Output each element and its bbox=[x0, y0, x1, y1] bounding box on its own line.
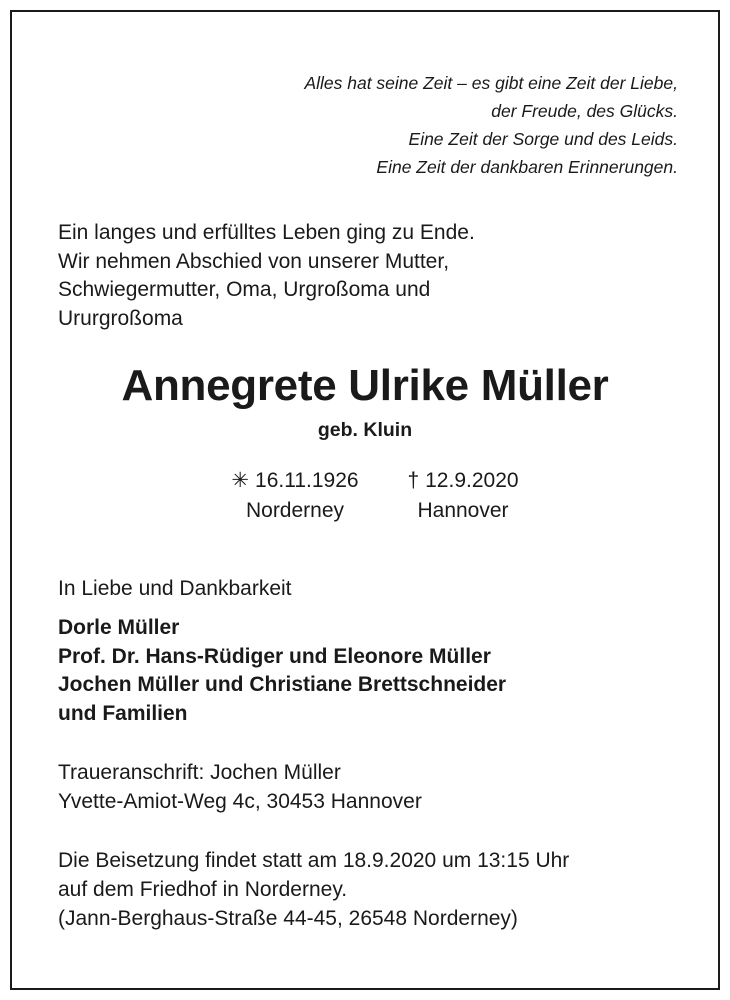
address-line: Traueranschrift: Jochen Müller bbox=[58, 761, 341, 784]
death-place: Hannover bbox=[417, 499, 509, 522]
mourner-name: Jochen Müller und Christiane Brettschneider bbox=[58, 673, 507, 696]
birth-date: 16.11.1926 bbox=[255, 469, 359, 492]
mourner-name: Prof. Dr. Hans-Rüdiger und Eleonore Müller bbox=[58, 644, 491, 668]
poem-line: Eine Zeit der dankbaren Erinnerungen. bbox=[376, 157, 678, 177]
death-date: 12.9.2020 bbox=[425, 469, 519, 492]
birth-star-icon: ✳ bbox=[231, 469, 250, 492]
death-cross-icon: † bbox=[407, 469, 420, 492]
intro-line: Ururgroßoma bbox=[58, 306, 183, 330]
birth-name: geb. Kluin bbox=[317, 419, 413, 441]
death-info bbox=[373, 466, 553, 526]
deceased-name: Annegrete Ulrike Müller bbox=[121, 361, 609, 410]
poem-block bbox=[304, 69, 678, 181]
funeral-line: auf dem Friedhof in Norderney. bbox=[58, 878, 348, 901]
poem-line: Eine Zeit der Sorge und des Leids. bbox=[408, 129, 678, 149]
address-line: Yvette-Amiot-Weg 4c, 30453 Hannover bbox=[58, 790, 422, 813]
poem-line: der Freude, des Glücks. bbox=[491, 101, 678, 121]
birth-info bbox=[205, 466, 385, 526]
funeral-info bbox=[58, 846, 569, 933]
mourners-heading: In Liebe und Dankbarkeit bbox=[58, 577, 292, 600]
intro-line: Schwiegermutter, Oma, Urgroßoma und bbox=[58, 278, 431, 301]
intro-text bbox=[58, 219, 475, 333]
mourning-address bbox=[58, 758, 422, 816]
funeral-line: Die Beisetzung findet statt am 18.9.2020 um 13:15 Uhr bbox=[58, 849, 570, 872]
birth-place: Norderney bbox=[245, 499, 345, 522]
intro-line: Ein langes und erfülltes Leben ging zu Ende. bbox=[58, 221, 475, 244]
intro-line: Wir nehmen Abschied von unserer Mutter, bbox=[58, 249, 450, 273]
funeral-line: (Jann-Berghaus-Straße 44-45, 26548 Norderney) bbox=[58, 907, 518, 930]
mourner-name: und Familien bbox=[58, 701, 188, 725]
poem-line: Alles hat seine Zeit – es gibt eine Zeit der Liebe, bbox=[304, 73, 678, 93]
mourners-list bbox=[58, 614, 506, 728]
mourner-name: Dorle Müller bbox=[58, 616, 180, 639]
